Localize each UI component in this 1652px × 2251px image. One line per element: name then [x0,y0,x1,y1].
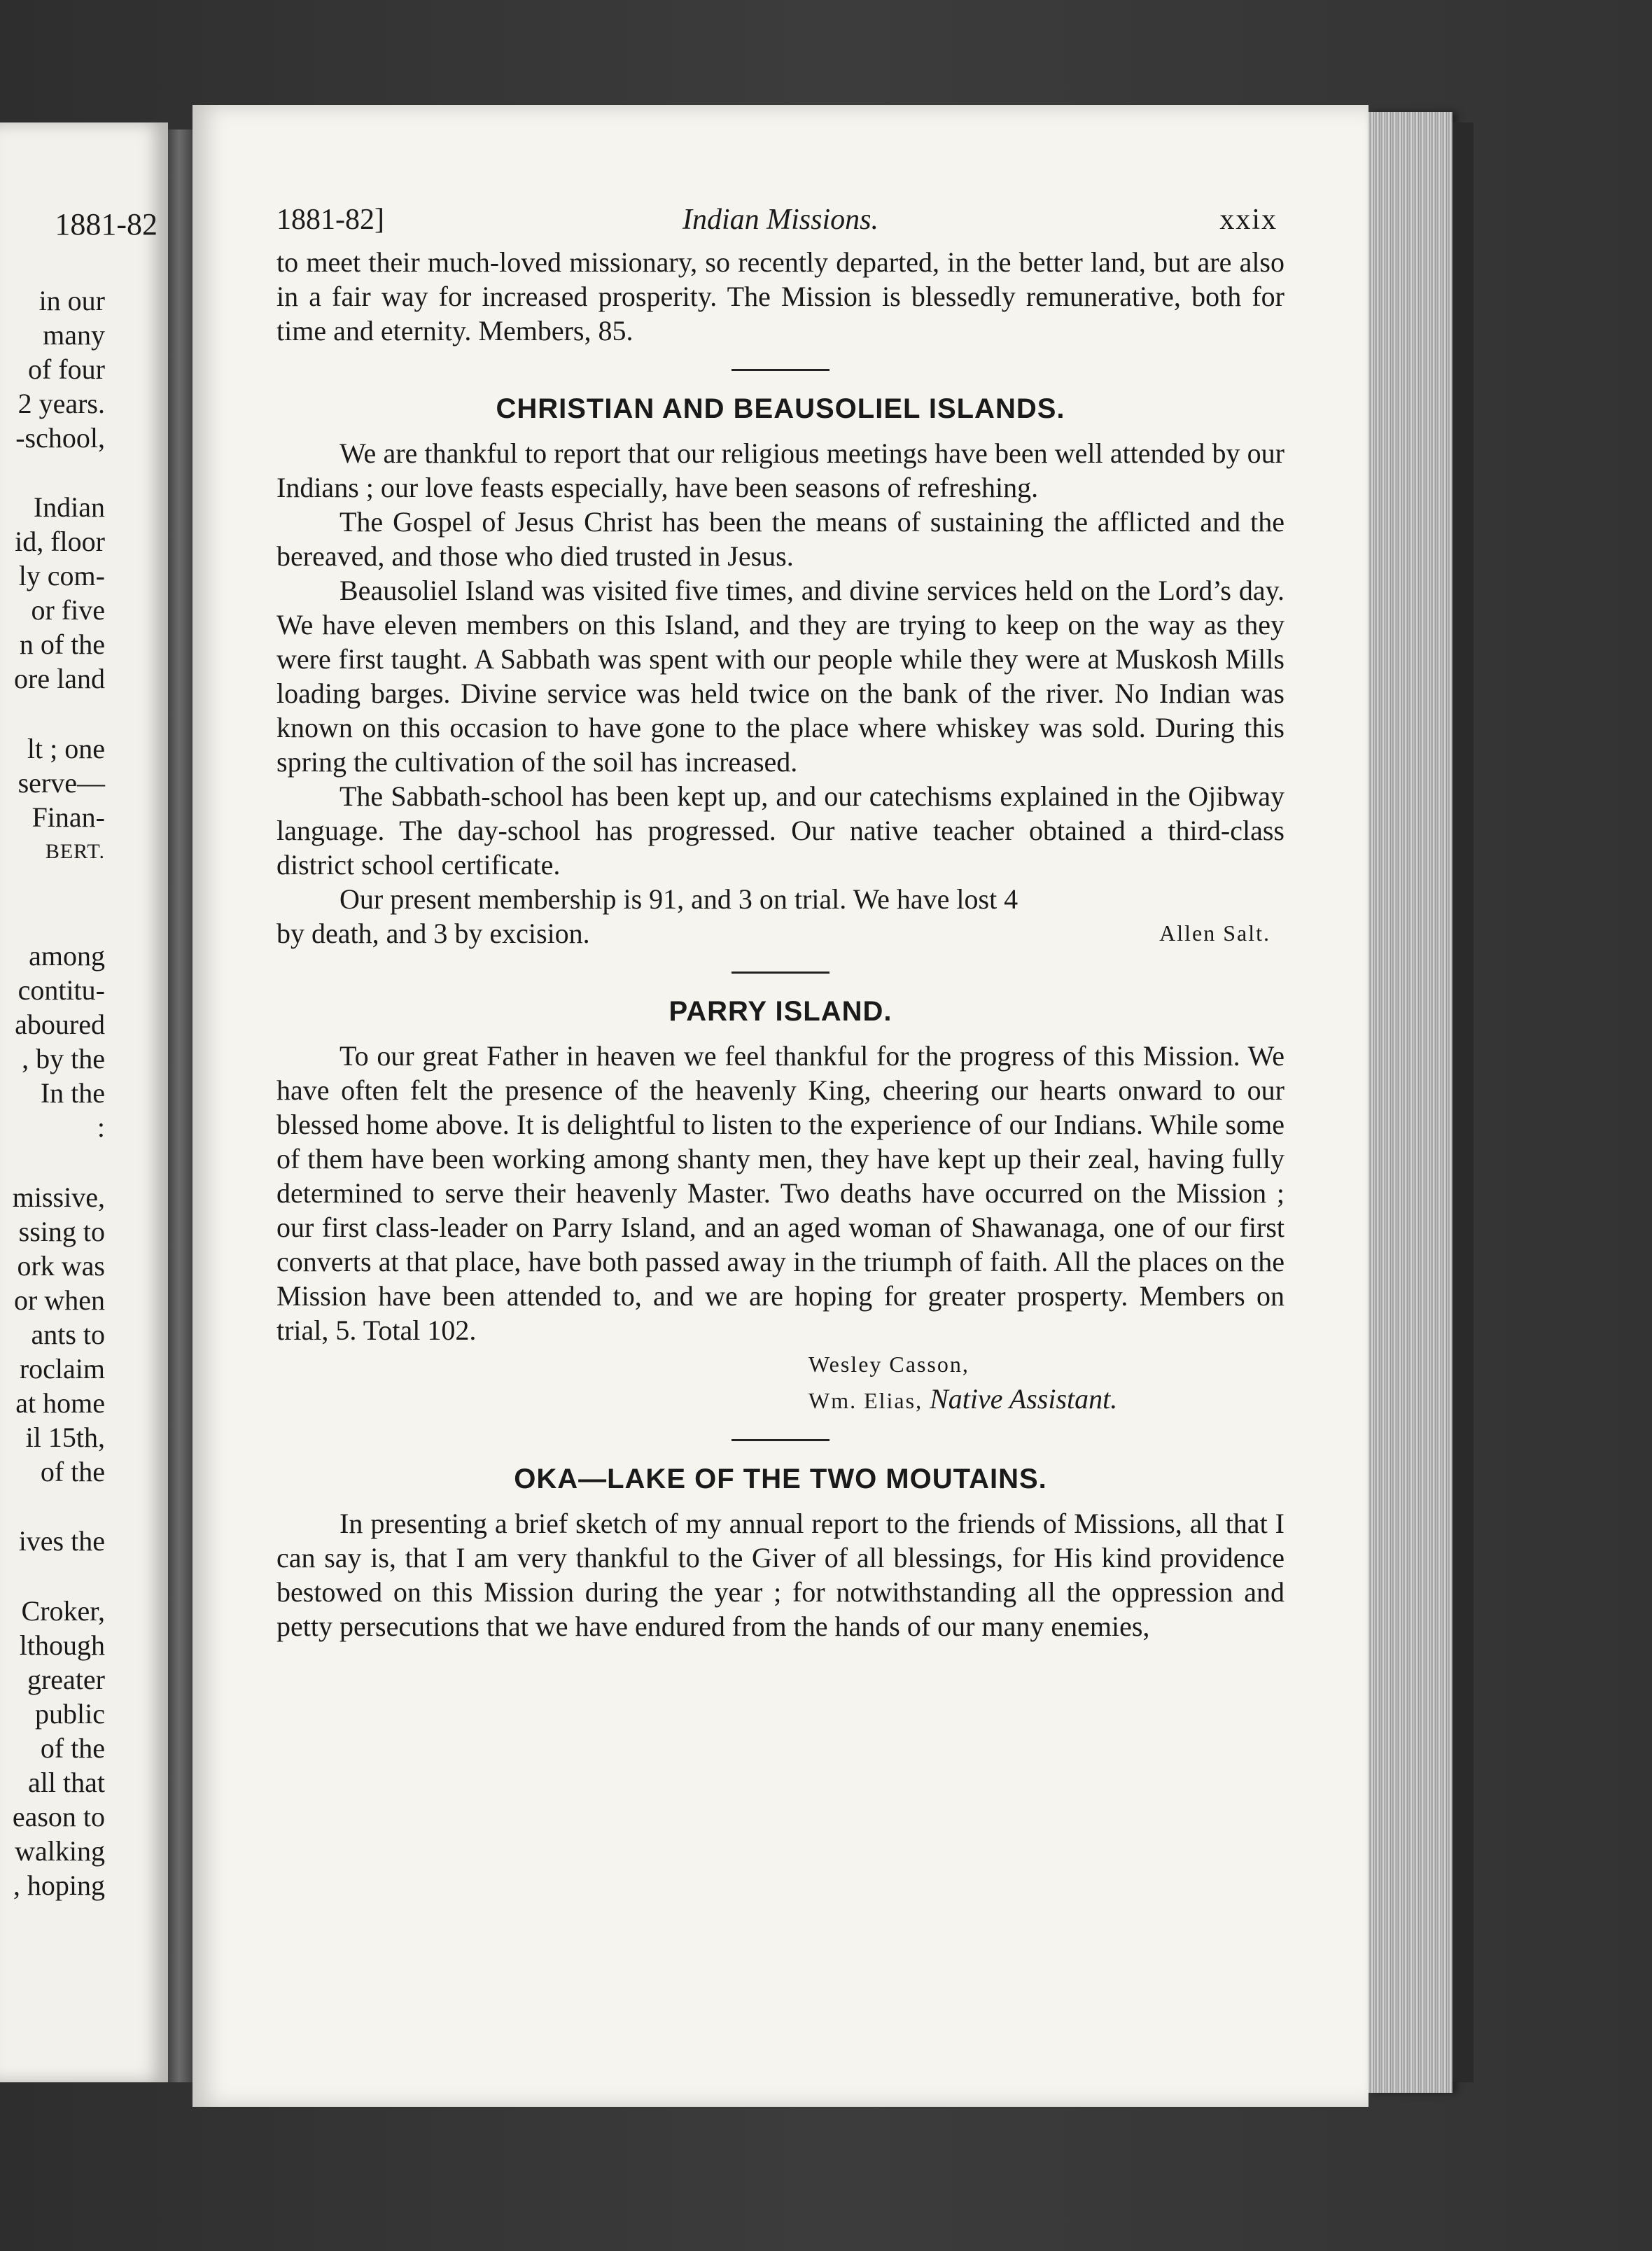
body-text [276,245,1284,1643]
left-page [0,122,168,2082]
signature-allen-salt: Allen Salt. [1159,920,1270,946]
section-divider [732,369,830,371]
page-number: xxix [1219,204,1278,236]
section-divider [732,1439,830,1441]
left-page-line: ore land [14,663,105,694]
left-page-line: 2 years. [18,388,105,419]
left-page-line: Finan- [31,801,105,833]
paragraph: The Gospel of Jesus Christ has been the means of sustaining the afflicted and the bereaved, and those who died trusted in Jesus. [276,506,1284,572]
left-page-line: , by the [22,1043,105,1074]
left-page-line: id, floor [15,526,105,557]
left-page-line: ives the [18,1525,105,1557]
paragraph: Beausoliel Island was visited five times, and divine services held on the Lord’s day. We have eleven members on this Island, and they are trying to keep on the way as they were first taught. A Sabbath was spent with our people while they were at Muskosh Mills loading barges. Divine service was held twice on the bank of the river. No Indian was known on this occasion to have gone to the place where whiskey was sold. During this spring the cultivation of the soil has increased. [276,575,1284,778]
left-page-line: greater [27,1664,105,1695]
intro-paragraph: to meet their much-loved missionary, so recently departed, in the better land, but are also in a fair way for increased prosperity. The Mission is blessedly remunerative, both for time and eternity. Members, 85. [276,246,1284,346]
left-page-line: all that [28,1767,105,1798]
left-page-line: at home [15,1387,105,1419]
left-page-line: in our [38,285,105,316]
running-head-title: Indian Missions. [682,204,878,236]
left-page-line: ssing to [18,1216,105,1247]
book-cover-edge [1452,122,1474,2082]
paragraph: Our present membership is 91, and 3 on trial. We have lost 4 [340,883,1018,915]
left-page-line: ants to [31,1319,105,1350]
right-page [192,105,1368,2107]
signature-line [276,916,1284,951]
signature-wesley-casson: Wesley Casson, [808,1352,969,1377]
section-heading-oka: OKA—LAKE OF THE TWO MOUTAINS. [514,1464,1047,1494]
left-page-line: contitu- [18,974,105,1006]
left-page-line: missive, [12,1181,105,1213]
left-page-line: of four [28,353,105,385]
left-page-line: public [35,1698,105,1730]
left-page-line: or five [31,594,105,626]
left-page-line: lt ; one [27,733,105,764]
left-page-line: lthough [19,1629,105,1661]
left-page-line: il 15th, [25,1422,105,1453]
page-edges [1368,112,1452,2093]
section-divider [732,972,830,974]
paragraph: We are thankful to report that our religious meetings have been well attended by our Indians ; our love feasts especially, have been seasons of refreshing. [276,437,1284,503]
section-heading-parry-island: PARRY ISLAND. [668,996,892,1027]
left-page-line: aboured [15,1009,105,1040]
left-page-line: Croker, [21,1595,105,1627]
left-page-header: 1881-82 [55,207,158,241]
signature-block [808,1347,1284,1418]
left-page-line: Indian [33,491,105,523]
left-page-line: ork was [17,1250,105,1282]
left-page-line: -school, [15,422,105,454]
page-content [276,203,1284,1643]
paragraph-end: by death, and 3 by excision. [276,918,590,949]
left-page-line: roclaim [19,1353,105,1384]
left-page-line: In the [40,1077,105,1109]
left-page-line: n of the [19,629,105,660]
paragraph: The Sabbath-school has been kept up, and our catechisms explained in the Ojibway language. The day-school has progressed. Our native teacher obtained a third-class district school certificate. [276,780,1284,881]
section-heading-christian-beausoliel: CHRISTIAN AND BEAUSOLIEL ISLANDS. [496,393,1065,424]
left-page-line: ly com- [18,560,105,591]
book-gutter [168,129,196,2082]
left-page-line: eason to [12,1801,105,1832]
left-page-line: many [43,319,105,351]
left-page-line: or when [14,1284,105,1316]
left-page-line: among [29,940,105,972]
left-page-line: of the [40,1732,105,1764]
left-page-line: , hoping [13,1870,105,1901]
left-page-line: serve— [18,767,105,799]
signature-name: Wm. Elias, [808,1388,923,1413]
paragraph: In presenting a brief sketch of my annual report to the friends of Missions, all that I can say is, that I am very thankful to the Giver of all blessings, for His kind providence bestowed on this Mission during the year ; for notwithstanding all the oppression and petty persecutions that we have endured from the hands of our many enemies, [276,1508,1284,1642]
paragraph: To our great Father in heaven we feel thankful for the progress of this Mission. We have often felt the presence of the heavenly King, cheering our hearts onward to our blessed home above. It is delightful to listen to the experience of our Indians. While some of them have been working among shanty men, they have kept up their zeal, having fully determined to serve their heavenly Master. Two deaths have occurred on the Mission ; our first class-leader on Parry Island, and an aged woman of Shawanaga, one of our first converts at that place, have both passed away in the triumph of faith. All the places on the Mission have been attended to, and we are hoping for greater prosperty. Members on trial, 5. Total 102. [276,1040,1284,1346]
signature-role: Native Assistant. [930,1383,1118,1415]
signature-wm-elias [808,1382,1284,1418]
running-head [276,203,1284,245]
left-page-line: : [97,1112,105,1143]
left-page-line: BERT. [45,840,105,863]
running-head-year: 1881-82] [276,204,384,236]
left-page-line: walking [15,1835,105,1867]
left-page-line: of the [40,1456,105,1487]
